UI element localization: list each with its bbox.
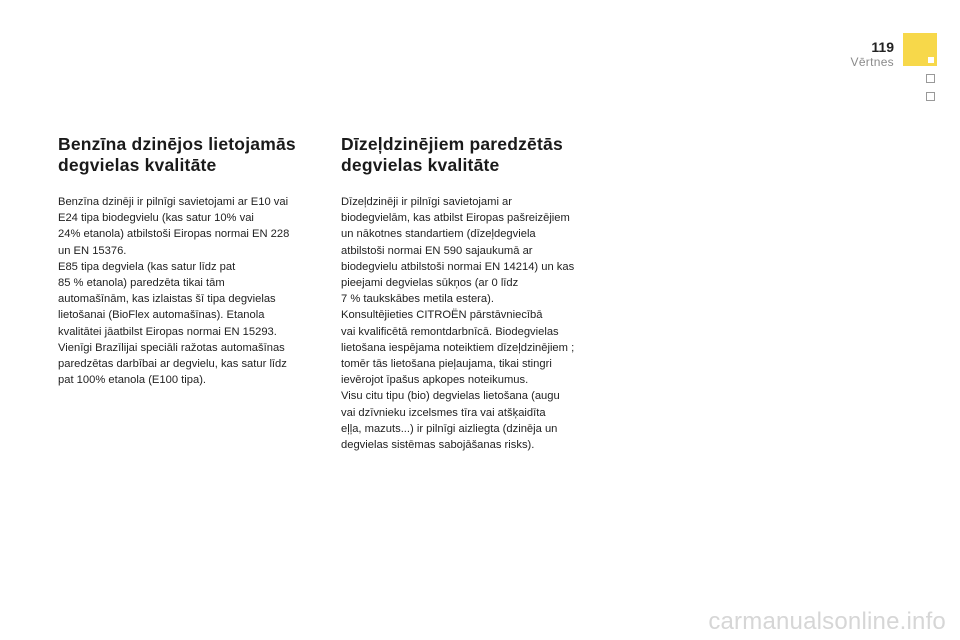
diesel-fuel-section	[341, 134, 606, 453]
section-tab-active[interactable]	[903, 33, 937, 66]
diesel-fuel-heading: Dīzeļdzinējiem paredzētās degvielas kvalitāte	[341, 134, 563, 175]
page-number: 119	[871, 39, 894, 55]
section-tab-2[interactable]	[926, 74, 935, 83]
watermark: carmanualsonline.info	[708, 608, 946, 635]
section-title: Vērtnes	[850, 55, 894, 69]
petrol-fuel-section	[58, 134, 326, 388]
petrol-fuel-heading: Benzīna dzinējos lietojamās degvielas kvalitāte	[58, 134, 296, 175]
active-tab-marker	[928, 57, 934, 63]
diesel-fuel-body: Dīzeļdzinēji ir pilnīgi savietojami ar biodegvielām, kas atbilst Eiropas pašreizējiem un nākotnes standartiem (dīzeļdegviela atbilstoši normai EN 590 sajaukumā ar biodegvielu atbilstoši normai EN 14214) un kas pieejami degvielas sūkņos (ar 0 līdz 7 % taukskābes metila estera). Konsultējieties CITROËN pārstāvniecībā vai kvalificētā remontdarbnīcā. Biodegvielas lietošana iespējama noteiktiem dīzeļdzinējiem ; tomēr tās lietošana pieļaujama, tikai stingri ievērojot īpašus apkopes noteikumus. Visu citu tipu (bio) degvielas lietošana (augu vai dzīvnieku izcelsmes tīra vai atšķaidīta eļļa, mazuts...) ir pilnīgi aizliegta (dzinēja un degvielas sistēmas sabojāšanas risks).	[341, 196, 575, 452]
petrol-fuel-body: Benzīna dzinēji ir pilnīgi savietojami ar E10 vai E24 tipa biodegvielu (kas satur 10% vai 24% etanola) atbilstoši Eiropas normai EN 228 un EN 15376. E85 tipa degviela (kas satur līdz pat 85 % etanola) paredzēta tikai tām automašīnām, kas izlaistas šī tipa degvielas lietošanai (BioFlex automašīnas). Etanola kvalitātei jāatbilst Eiropas normai EN 15293. Vienīgi Brazīlijai speciāli ražotas automašīnas paredzētas darbībai ar degvielu, kas satur līdz pat 100% etanola (E100 tipa).	[58, 196, 290, 387]
section-tab-3[interactable]	[926, 92, 935, 101]
